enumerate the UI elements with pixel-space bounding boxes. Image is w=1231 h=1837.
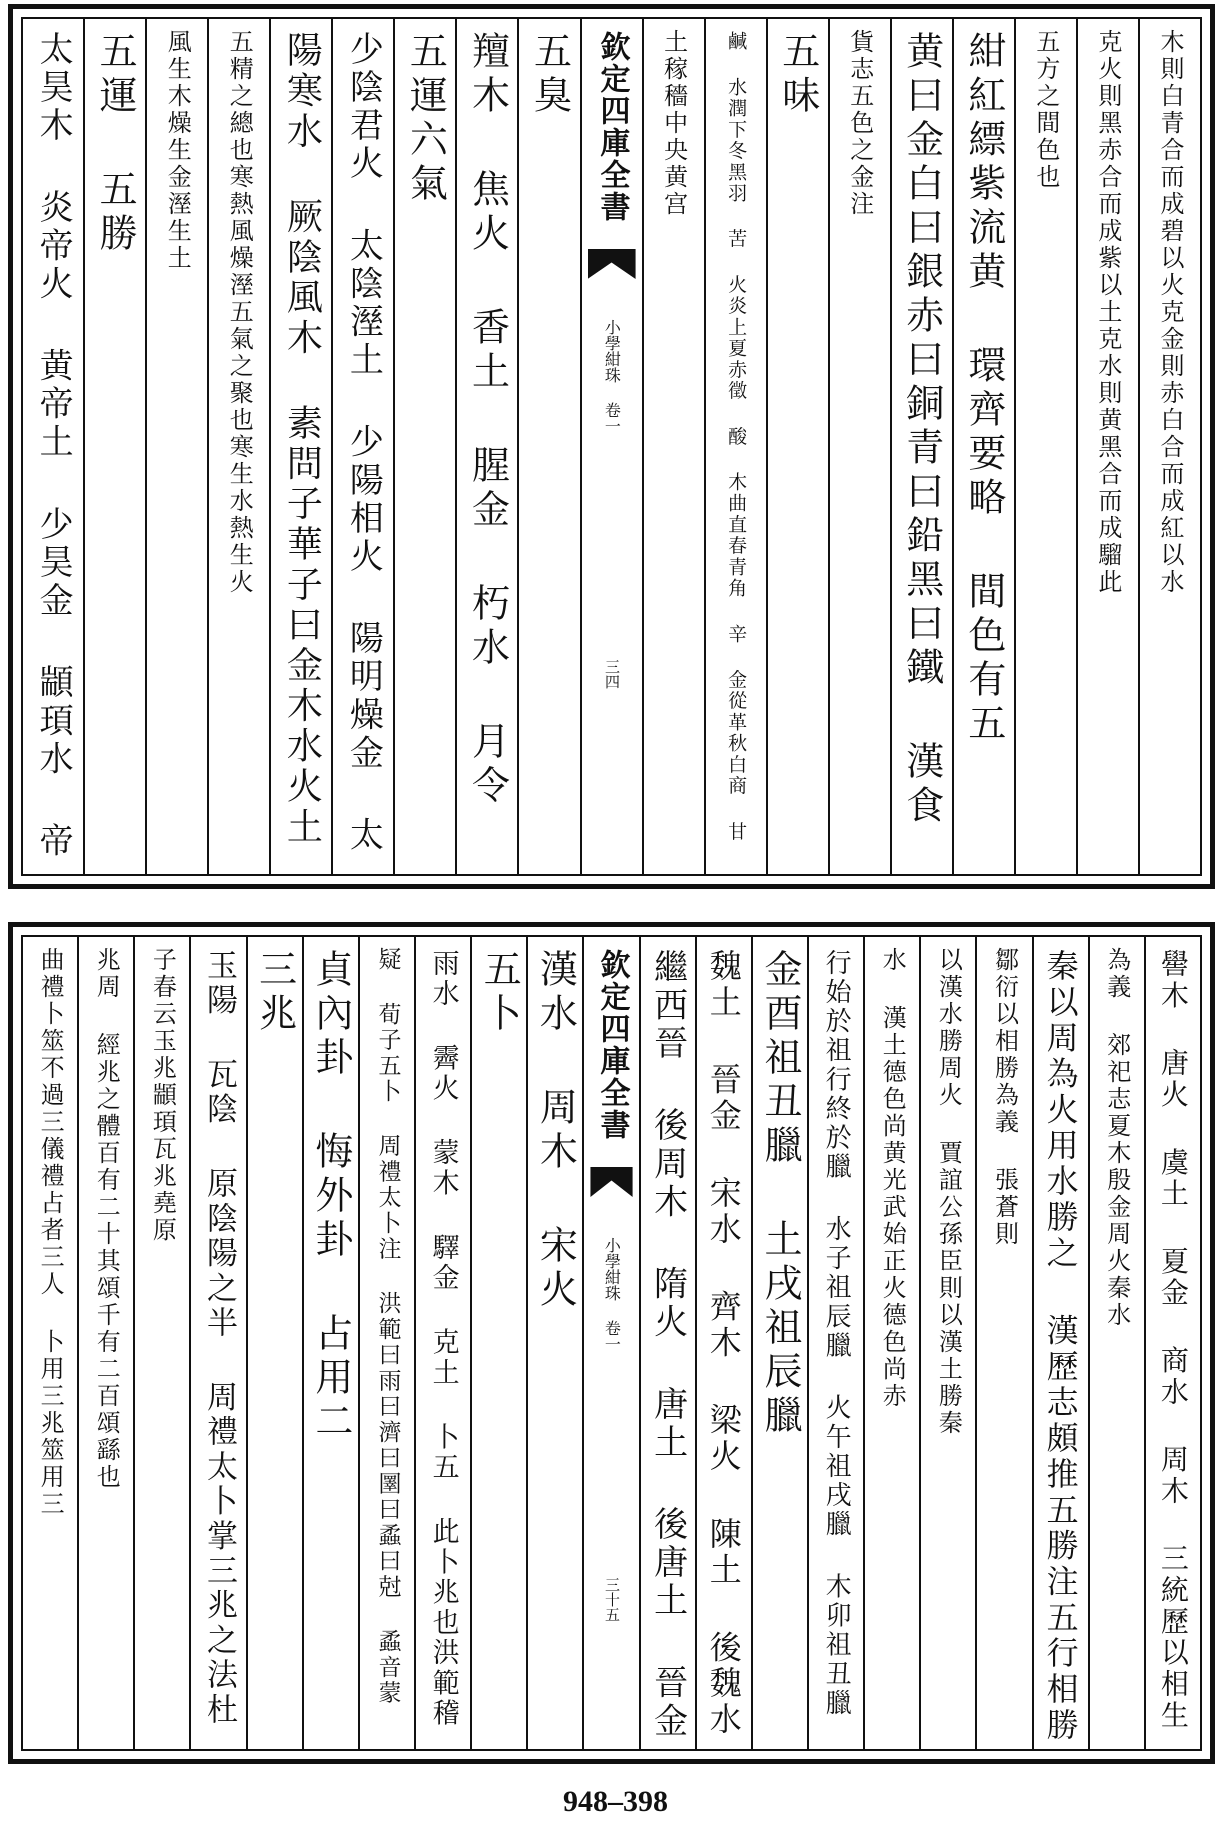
text-column xyxy=(526,937,582,1749)
column-text: 羶木 焦火 香土 腥金 朽水 月令 xyxy=(465,31,510,809)
text-column xyxy=(393,19,455,874)
spine-title: 欽定四庫全書 xyxy=(594,31,630,223)
text-column xyxy=(77,937,133,1749)
page-number-footer: 948–398 xyxy=(563,1785,668,1818)
top-page xyxy=(8,4,1215,889)
text-column xyxy=(1138,19,1200,874)
column-text: 土稼穡中央黄宫 xyxy=(659,29,688,218)
column-text: 曲禮卜筮不過三儀禮占者三人 卜用三兆筮用三 xyxy=(36,947,65,1518)
column-text: 水 漢土德色尚黄光武始正火德色尚赤 xyxy=(878,947,907,1410)
column-text: 五精之總也寒熱風燥溼五氣之聚也寒生水熱生火 xyxy=(225,29,254,596)
text-column xyxy=(331,19,393,874)
text-column xyxy=(919,937,975,1749)
column-text: 為義 郊祀志夏木殷金周火秦水 xyxy=(1102,947,1131,1329)
column-text: 五臭 xyxy=(527,31,572,119)
column-text: 三兆 xyxy=(252,949,297,1037)
text-column xyxy=(695,937,751,1749)
text-column xyxy=(1014,19,1076,874)
top-columns xyxy=(23,19,1200,874)
column-text: 五運 五勝 xyxy=(93,31,138,257)
column-text: 疑 荀子五卜 周禮太卜注 洪範曰雨曰濟曰圛曰蟊曰尅 蟊音蒙 xyxy=(374,947,401,1707)
text-column xyxy=(975,937,1031,1749)
column-text: 秦以周為火用水勝之 漢歷志頗推五勝注五行相勝 xyxy=(1041,949,1080,1744)
top-page-frame xyxy=(21,17,1202,876)
text-column xyxy=(639,937,695,1749)
text-column xyxy=(145,19,207,874)
column-text: 鄒衍以相勝為義 張蒼則 xyxy=(990,947,1019,1248)
text-column xyxy=(358,937,414,1749)
text-column xyxy=(302,937,358,1749)
column-text: 少陰君火 太陰溼土 少陽相火 陽明燥金 太 xyxy=(343,31,384,855)
spine-book-title: 小學紺珠 卷一 xyxy=(602,319,622,434)
text-column xyxy=(133,937,189,1749)
text-column xyxy=(807,937,863,1749)
center-spine xyxy=(580,19,642,874)
fishtail-ornament xyxy=(590,1167,632,1197)
text-column xyxy=(189,937,245,1749)
column-text: 兆周 經兆之體百有二十其頌千有二百頌繇也 xyxy=(92,947,121,1491)
bottom-columns xyxy=(23,937,1200,1749)
column-text: 陽寒水 厥陰風木 素問子華子曰金木水火土 xyxy=(281,31,323,848)
spine-title: 欽定四庫全書 xyxy=(594,949,630,1141)
column-text: 貨志五色之金注 xyxy=(845,29,874,218)
text-column xyxy=(455,19,517,874)
column-text: 紺紅縹紫流黄 環齊要略 間色有五 xyxy=(961,31,1006,747)
spine-page-number: 三四 xyxy=(603,659,622,689)
text-column xyxy=(269,19,331,874)
column-text: 金酉祖丑臘 土戌祖辰臘 xyxy=(757,949,802,1439)
column-text: 貞內卦 悔外卦 占用二 xyxy=(308,949,353,1445)
text-column xyxy=(751,937,807,1749)
column-text: 木則白青合而成碧以火克金則赤白合而成紅以水 xyxy=(1155,29,1184,596)
text-column xyxy=(828,19,890,874)
text-column xyxy=(952,19,1014,874)
column-text: 太昊木 炎帝火 黄帝土 少昊金 顓頊水 帝 xyxy=(33,31,74,861)
text-column xyxy=(1144,937,1200,1749)
column-text: 繼西晉 後周木 隋火 唐土 後唐土 晉金 xyxy=(647,949,688,1741)
column-text: 鹹 水潤下冬黑羽 苦 火炎上夏赤徵 酸 木曲直春青角 辛 金從革秋白商 甘 xyxy=(725,31,748,843)
bottom-page-frame xyxy=(21,935,1202,1751)
column-text: 五卜 xyxy=(477,949,522,1037)
column-text: 嚳木 唐火 虞土 夏金 商水 周木 三統歷以相生 xyxy=(1156,949,1190,1732)
text-column xyxy=(517,19,579,874)
text-column xyxy=(1032,937,1088,1749)
bottom-page xyxy=(8,922,1215,1764)
column-text: 五味 xyxy=(775,31,820,119)
fishtail-ornament xyxy=(588,249,636,279)
column-text: 雨水 霽火 蒙木 驛金 克土 卜五 此卜兆也洪範稽 xyxy=(427,949,459,1729)
text-column xyxy=(890,19,952,874)
column-text: 風生木燥生金溼生土 xyxy=(163,29,192,272)
text-column xyxy=(766,19,828,874)
text-column xyxy=(863,937,919,1749)
column-text: 子春云玉兆顓頊瓦兆堯原 xyxy=(148,947,177,1244)
text-column xyxy=(470,937,526,1749)
spine-book-title: 小學紺珠 卷一 xyxy=(602,1237,622,1352)
text-column xyxy=(207,19,269,874)
text-column xyxy=(642,19,704,874)
column-text: 玉陽 瓦陰 原陰陽之半 周禮太卜掌三兆之法杜 xyxy=(201,949,238,1728)
column-text: 克火則黑赤合而成紫以土克水則黄黑合而成騮此 xyxy=(1093,29,1122,596)
column-text: 黄曰金白曰銀赤曰銅青曰鉛黑曰鐵 漢食 xyxy=(899,31,944,829)
text-column xyxy=(1076,19,1138,874)
column-text: 漢水 周木 宋火 xyxy=(533,949,578,1313)
text-column xyxy=(704,19,766,874)
center-spine xyxy=(582,937,638,1749)
text-column xyxy=(23,19,83,874)
text-column xyxy=(1088,937,1144,1749)
column-text: 行始於祖行終於臘 水子祖辰臘 火午祖戌臘 木卯祖丑臘 xyxy=(821,949,852,1719)
column-text: 五方之間色也 xyxy=(1031,29,1060,191)
text-column xyxy=(246,937,302,1749)
text-column xyxy=(414,937,470,1749)
column-text: 以漢水勝周火 賈誼公孫臣則以漢土勝秦 xyxy=(934,947,963,1437)
column-text: 五運六氣 xyxy=(403,31,448,207)
column-text: 魏土 晉金 宋水 齊木 梁火 陳土 後魏水 xyxy=(704,949,743,1738)
text-column xyxy=(83,19,145,874)
text-column xyxy=(23,937,77,1749)
spine-page-number: 三十五 xyxy=(603,1577,622,1622)
